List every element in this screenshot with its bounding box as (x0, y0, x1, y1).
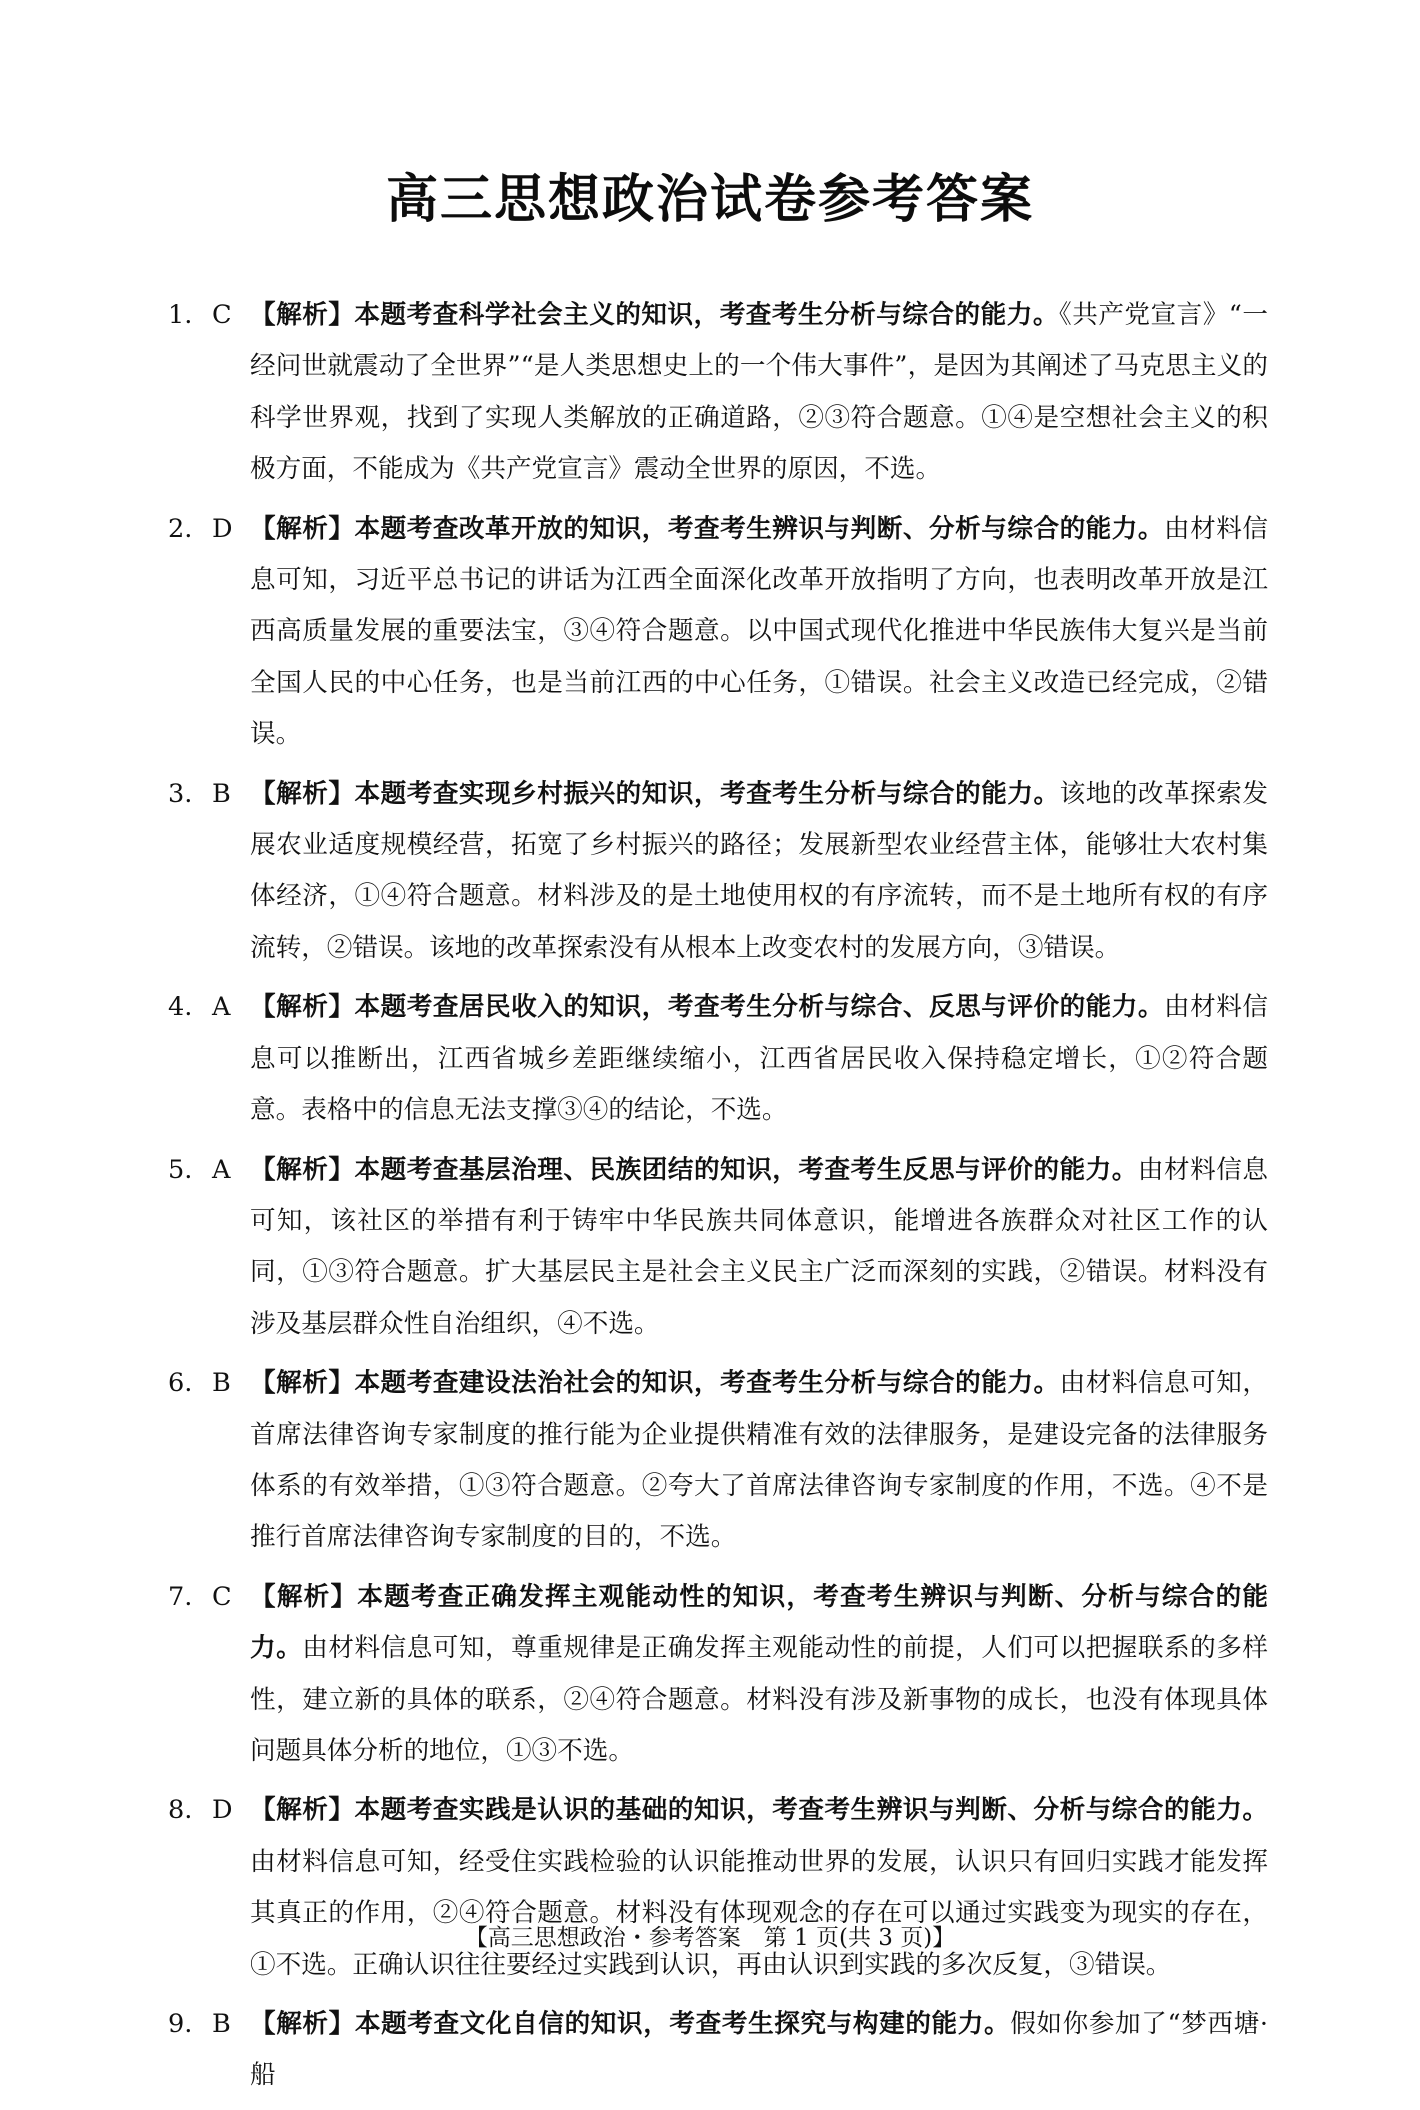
answer-number: 2. (168, 513, 193, 544)
analysis-tag: 【解析】 (250, 513, 355, 544)
answer-number: 4. (168, 992, 193, 1023)
analysis-tag: 【解析】 (250, 1581, 358, 1612)
answer-item-7 (168, 1572, 1268, 1778)
analysis-lead: 本题考查正确发挥主观能动性的知识，考查考生辨识与判断、分析与综合的能力。 (250, 1581, 1268, 1664)
answer-item-6 (168, 1358, 1268, 1564)
answer-item-9 (168, 1999, 1268, 2102)
analysis-lead: 本题考查基层治理、民族团结的知识，考查考生反思与评价的能力。 (354, 1154, 1138, 1185)
answer-number: 6. (168, 1368, 193, 1399)
answer-item-2 (168, 504, 1268, 761)
analysis-tag: 【解析】 (250, 2009, 355, 2039)
answer-item-8 (168, 1785, 1268, 1991)
answer-item-1 (168, 290, 1268, 496)
answer-item-3 (168, 769, 1268, 975)
answer-number: 1. (168, 300, 193, 330)
answer-choice: B (212, 778, 231, 809)
analysis-text: 该地的改革探索发展农业适度规模经营，拓宽了乡村振兴的路径；发展新型农业经营主体，能够壮大农村集体经济，①④符合题意。材料涉及的是土地使用权的有序流转，而不是土地所有权的有序流转，②错误。该地的改革探索没有从根本上改变农村的发展方向，③错误。 (250, 778, 1268, 963)
answer-choice: B (212, 2009, 231, 2039)
analysis-lead: 本题考查建设法治社会的知识，考查考生分析与综合的能力。 (354, 1368, 1060, 1399)
answer-number: 5. (168, 1154, 193, 1185)
page-title: 高三思想政治试卷参考答案 (385, 170, 1034, 230)
answer-number: 7. (168, 1581, 193, 1612)
analysis-text: 由材料信息可知，尊重规律是正确发挥主观能动性的前提，人们可以把握联系的多样性，建立新的具体的联系，②④符合题意。材料没有涉及新事物的成长，也没有体现具体问题具体分析的地位，①③不选。 (250, 1633, 1268, 1766)
analysis-tag: 【解析】 (250, 1154, 355, 1185)
analysis-tag: 【解析】 (250, 778, 355, 809)
analysis-text: 由材料信息可知，习近平总书记的讲话为江西全面深化改革开放指明了方向，也表明改革开放是江西高质量发展的重要法宝，③④符合题意。以中国式现代化推进中华民族伟大复兴是当前全国人民的中心任务，也是当前江西的中心任务，①错误。社会主义改造已经完成，②错误。 (250, 513, 1268, 750)
analysis-text: 由材料信息可知，首席法律咨询专家制度的推行能为企业提供精准有效的法律服务，是建设完备的法律服务体系的有效举措，①③符合题意。②夸大了首席法律咨询专家制度的作用，不选。④不是推行首席法律咨询专家制度的目的，不选。 (250, 1368, 1268, 1553)
answer-choice: D (212, 1795, 233, 1826)
answer-choice: A (212, 1154, 231, 1185)
analysis-lead: 本题考查科学社会主义的知识，考查考生分析与综合的能力。 (354, 300, 1059, 330)
page-footer: 【高三思想政治・参考答案 第 1 页(共 3 页)】 (464, 1925, 956, 1951)
analysis-tag: 【解析】 (250, 300, 355, 330)
analysis-lead: 本题考查居民收入的知识，考查考生分析与综合、反思与评价的能力。 (354, 992, 1165, 1023)
answer-number: 3. (168, 778, 193, 809)
analysis-lead: 本题考查改革开放的知识，考查考生辨识与判断、分析与综合的能力。 (354, 513, 1165, 544)
answer-item-4 (168, 982, 1268, 1136)
answer-number: 8. (168, 1795, 193, 1826)
answer-number: 9. (168, 2009, 193, 2039)
answer-choice: C (212, 1581, 232, 1612)
answer-list (168, 290, 1268, 2110)
analysis-text: 《共产党宣言》“一经问世就震动了全世界”“是人类思想史上的一个伟大事件”，是因为其阐述了马克思主义的科学世界观，找到了实现人类解放的正确道路，②③符合题意。①④是空想社会主义的积极方面，不能成为《共产党宣言》震动全世界的原因，不选。 (250, 300, 1268, 485)
analysis-lead: 本题考查实现乡村振兴的知识，考查考生分析与综合的能力。 (354, 778, 1060, 809)
answer-item-5 (168, 1145, 1268, 1351)
answer-choice: C (212, 300, 232, 330)
analysis-text: 由材料信息可以推断出，江西省城乡差距继续缩小，江西省居民收入保持稳定增长，①②符合题意。表格中的信息无法支撑③④的结论，不选。 (250, 992, 1268, 1126)
analysis-lead: 本题考查文化自信的知识，考查考生探究与构建的能力。 (354, 2009, 1011, 2039)
analysis-text: 由材料信息可知，经受住实践检验的认识能推动世界的发展，认识只有回归实践才能发挥其真正的作用，②④符合题意。材料没有体现观念的存在可以通过实践变为现实的存在，①不选。正确认识往往要经过实践到认识，再由认识到实践的多次反复，③错误。 (250, 1846, 1268, 1980)
analysis-text: 由材料信息可知，该社区的举措有利于铸牢中华民族共同体意识，能增进各族群众对社区工作的认同，①③符合题意。扩大基层民主是社会主义民主广泛而深刻的实践，②错误。材料没有涉及基层群众性自治组织，④不选。 (250, 1154, 1268, 1339)
analysis-tag: 【解析】 (250, 1795, 355, 1826)
answer-choice: A (212, 992, 231, 1023)
analysis-text: 假如你参加了“梦西塘·船 (250, 2009, 1268, 2091)
answer-choice: B (212, 1368, 231, 1399)
answer-choice: D (212, 513, 233, 544)
analysis-tag: 【解析】 (250, 992, 355, 1023)
analysis-tag: 【解析】 (250, 1368, 355, 1399)
analysis-lead: 本题考查实践是认识的基础的知识，考查考生辨识与判断、分析与综合的能力。 (354, 1795, 1268, 1826)
